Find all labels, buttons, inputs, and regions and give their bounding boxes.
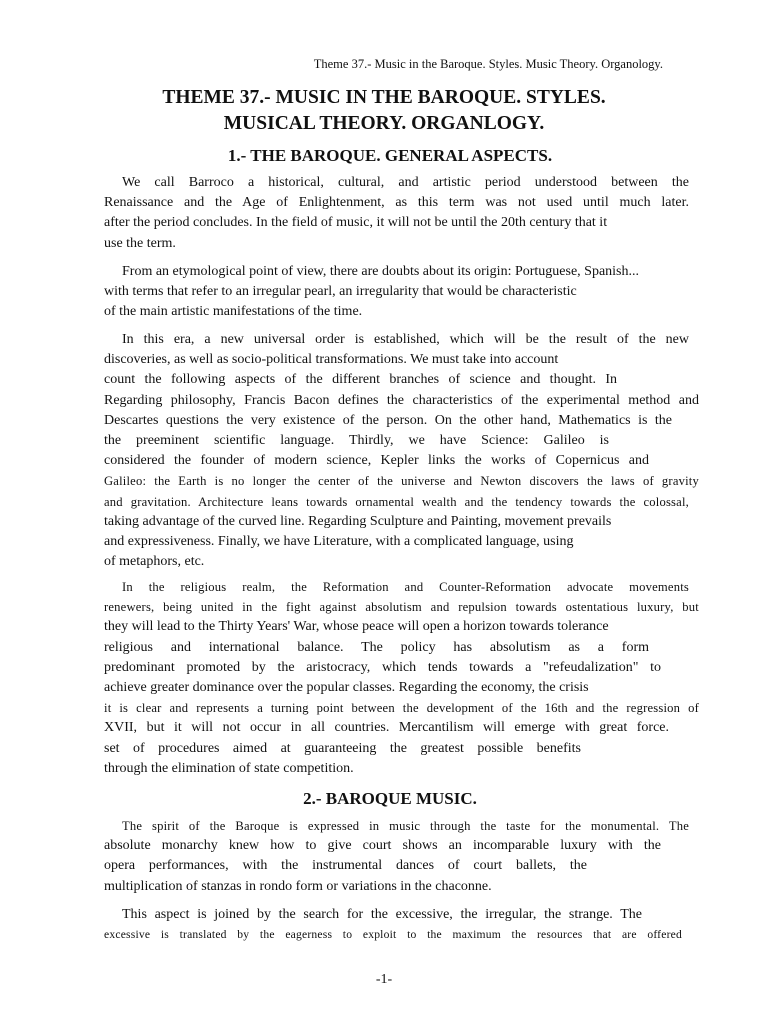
page-number: -1- — [375, 972, 393, 987]
text-line: In this era, a new universal order is established, which will be the result of the new — [122, 332, 689, 347]
paragraph-new-universal-order — [104, 330, 699, 572]
text-line: We call Barroco a historical, cultural, and artistic period understood between the — [122, 175, 689, 190]
text-line: the preeminent scientific language. Thirdly, we have Science: Galileo is — [104, 432, 609, 448]
text-line: with terms that refer to an irregular pearl, an irregularity that would be characteristic — [104, 284, 577, 300]
document-title-line-2: MUSICAL THEORY. ORGANLOGY. — [223, 113, 545, 134]
text-line: religious and international balance. The policy has absolutism as a form — [104, 639, 649, 655]
text-line: and expressiveness. Finally, we have Literature, with a complicated language, using — [104, 533, 574, 549]
paragraph-etymology — [104, 262, 689, 323]
text-line: This aspect is joined by the search for the excessive, the irregular, the strange. The — [122, 907, 642, 922]
text-line: achieve greater dominance over the popular classes. Regarding the economy, the crisis — [104, 679, 589, 695]
text-line: XVII, but it will not occur in all countries. Mercantilism will emerge with great force. — [104, 720, 669, 736]
paragraph-religious-realm — [104, 577, 699, 779]
text-line: considered the founder of modern science, Kepler links the works of Copernicus and — [104, 453, 649, 469]
text-line: and gravitation. Architecture leans towards ornamental wealth and the tendency towards the colossal, — [104, 494, 689, 509]
text-line: absolute monarchy knew how to give court shows an incomparable luxury with the — [104, 838, 661, 854]
text-line: it is clear and represents a turning point between the development of the 16th and the regression of — [104, 701, 699, 716]
text-line: discoveries, as well as socio-political transformations. We must take into account — [104, 352, 559, 368]
section-heading-general-aspects: 1.- THE BAROQUE. GENERAL ASPECTS. — [227, 146, 553, 165]
paragraph-excessive — [104, 905, 689, 945]
paragraph-spirit-of-baroque — [104, 816, 689, 897]
text-line: excessive is translated by the eagerness to exploit to the maximum the resources that are offered — [104, 928, 682, 942]
text-line: use the term. — [104, 235, 176, 251]
text-line: renewers, being united in the fight against absolutism and repulsion towards ostentatious luxury, but — [104, 600, 699, 615]
text-line: set of procedures aimed at guaranteeing the greatest possible benefits — [104, 740, 581, 756]
document-title-line-1: THEME 37.- MUSIC IN THE BAROQUE. STYLES. — [162, 87, 606, 108]
section-heading-baroque-music: 2.- BAROQUE MUSIC. — [303, 789, 477, 808]
text-line: through the elimination of state competition. — [104, 760, 354, 776]
paragraph-barroco-definition — [104, 173, 689, 254]
text-line: predominant promoted by the aristocracy, which tends towards a "refeudalization" to — [104, 659, 661, 675]
text-line: The spirit of the Baroque is expressed in music through the taste for the monumental. The — [122, 819, 689, 833]
text-line: opera performances, with the instrumental dances of court ballets, the — [104, 858, 587, 874]
text-line: Renaissance and the Age of Enlightenment, as this term was not used until much later. — [104, 195, 689, 211]
text-line: In the religious realm, the Reformation and Counter-Reformation advocate movements — [122, 580, 689, 594]
text-line: Galileo: the Earth is no longer the center of the universe and Newton discovers the laws of gravity — [104, 474, 699, 489]
running-header: Theme 37.- Music in the Baroque. Styles. Music Theory. Organology. — [313, 57, 663, 71]
text-line: Regarding philosophy, Francis Bacon defines the characteristics of the experimental method and — [104, 392, 699, 408]
text-line: they will lead to the Thirty Years' War, whose peace will open a horizon towards tolerance — [104, 619, 609, 635]
text-line: of metaphors, etc. — [104, 554, 205, 570]
text-line: after the period concludes. In the field of music, it will not be until the 20th century that it — [104, 215, 608, 231]
text-line: count the following aspects of the different branches of science and thought. In — [104, 372, 617, 388]
text-line: Descartes questions the very existence of the person. On the other hand, Mathematics is the — [104, 412, 672, 428]
text-line: From an etymological point of view, there are doubts about its origin: Portuguese, Spanish... — [122, 264, 640, 279]
text-line: multiplication of stanzas in rondo form or variations in the chaconne. — [104, 878, 492, 894]
text-line: taking advantage of the curved line. Regarding Sculpture and Painting, movement prevails — [104, 513, 612, 529]
text-line: of the main artistic manifestations of the time. — [104, 304, 363, 320]
